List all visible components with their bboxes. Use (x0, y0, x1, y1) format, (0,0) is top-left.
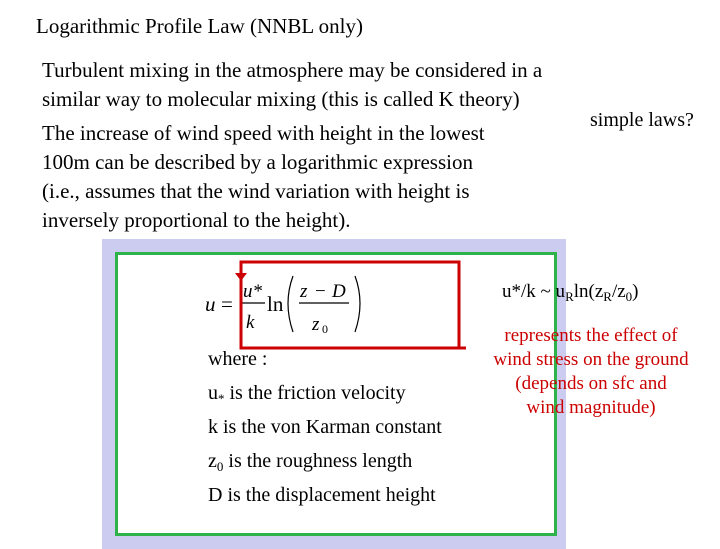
definition-displacement: D is the displacement height (208, 484, 436, 506)
relation-part: u*/k ~ u (502, 281, 566, 302)
eq-minus: − (315, 281, 326, 302)
eq-lhs: u (205, 292, 216, 316)
arrowhead (235, 273, 247, 281)
symbol-zero: 0 (216, 459, 224, 474)
symbol-z: z (208, 450, 217, 472)
where-label: where : (208, 348, 268, 370)
definition-text: is the roughness length (223, 450, 413, 472)
eq-z0: z (312, 314, 320, 335)
relation-subscript: R (603, 289, 612, 304)
symbol-u: u (208, 382, 218, 404)
eq-ln: ln (267, 292, 284, 316)
relation-part: ) (632, 281, 639, 302)
relation-subscript: R (565, 289, 574, 304)
definition-text: is the friction velocity (224, 382, 406, 404)
paragraph-line: (i.e., assumes that the wind variation with height is (42, 179, 470, 203)
eq-d: D (332, 281, 346, 302)
note-line: wind magnitude) (526, 397, 656, 418)
symbol-star: * (218, 391, 225, 406)
definition-karman: k is the von Karman constant (208, 416, 442, 438)
eq-denominator: k (246, 312, 255, 333)
paragraph-line: similar way to molecular mixing (this is called K theory) (42, 87, 520, 111)
paragraph-line: 100m can be described by a logarithmic expression (42, 150, 473, 174)
note-line: wind stress on the ground (493, 349, 689, 370)
eq-z: z (300, 281, 308, 302)
paragraph-line: Turbulent mixing in the atmosphere may be considered in a (42, 58, 543, 82)
note-line: (depends on sfc and (515, 373, 667, 394)
eq-equals: = (221, 292, 233, 316)
slide-title: Logarithmic Profile Law (NNBL only) (36, 14, 363, 38)
paragraph-line: inversely proportional to the height). (42, 208, 351, 232)
relation-part: ln(z (573, 281, 604, 302)
eq-z0-subscript: 0 (322, 322, 328, 336)
callout-frame (241, 262, 459, 348)
eq-numerator: u* (243, 281, 262, 302)
stress-note (456, 324, 720, 420)
paragraph-line: The increase of wind speed with height in the lowest (42, 121, 485, 145)
relation-subscript: 0 (625, 289, 633, 304)
simple-laws-note: simple laws? (590, 109, 694, 131)
note-line: represents the effect of (504, 325, 678, 346)
relation-part: /z (611, 281, 626, 302)
